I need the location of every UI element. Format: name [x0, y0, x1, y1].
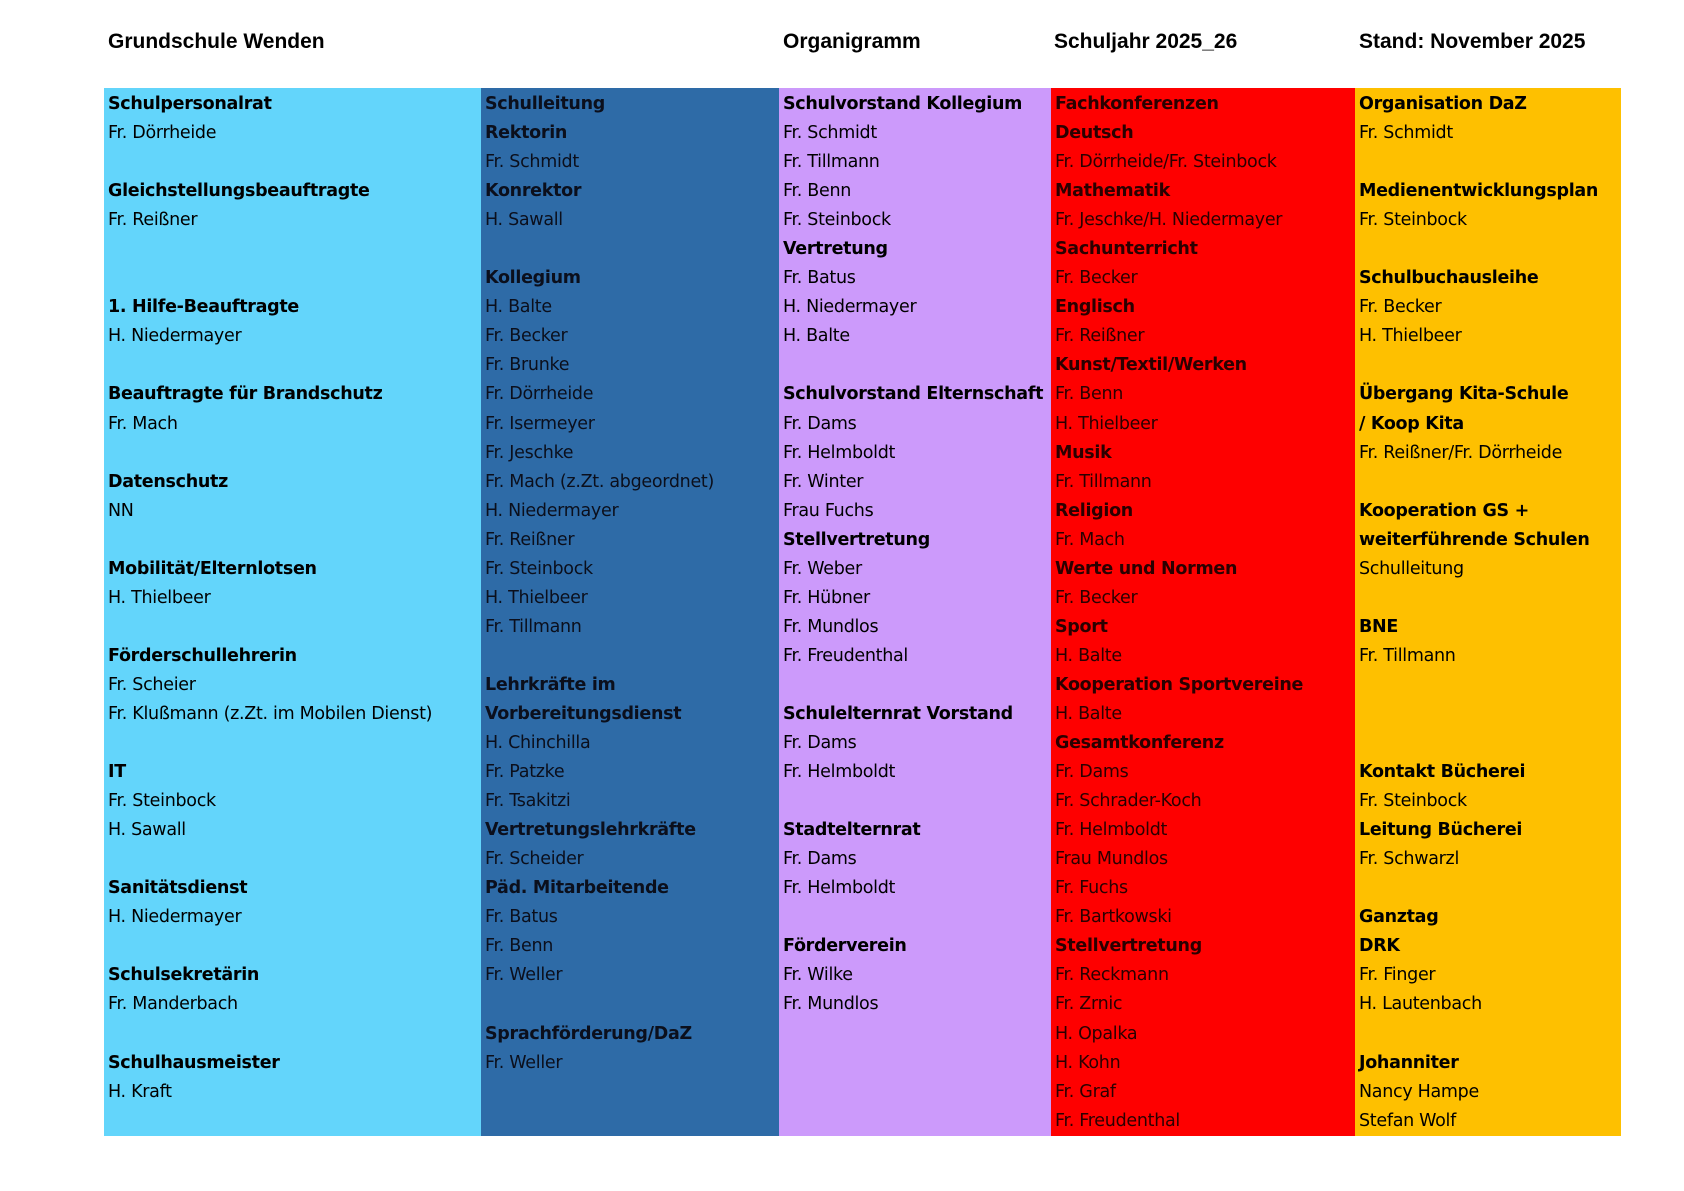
member-name: Fr. Reißner — [485, 529, 575, 550]
member-name: Fr. Dams — [783, 849, 857, 870]
section-heading: Schulpersonalrat — [108, 94, 272, 114]
spacer-line — [1359, 351, 1621, 380]
spacer-line — [1359, 700, 1621, 729]
section-heading: Johanniter — [1359, 1052, 1459, 1073]
section-heading: Datenschutz — [108, 471, 228, 492]
spacer-line — [108, 1020, 481, 1049]
member-name: Fr. Mundlos — [783, 994, 879, 1015]
member-name: Fr. Jeschke — [485, 442, 574, 463]
spacer-line — [108, 148, 481, 177]
member-name: Fr. Becker — [1359, 297, 1442, 318]
member-name: Fr. Dörrheide/Fr. Steinbock — [1055, 152, 1277, 173]
column-organisation — [1355, 88, 1621, 1136]
section-heading: Mobilität/Elternlotsen — [108, 558, 317, 579]
spacer-line — [1359, 729, 1621, 758]
member-name: Fr. Schwarzl — [1359, 849, 1460, 870]
member-name: H. Opalka — [1055, 1023, 1138, 1044]
member-name: H. Balte — [1055, 703, 1122, 724]
member-name: H. Niedermayer — [108, 326, 242, 347]
member-name: Nancy Hampe — [1359, 1081, 1479, 1102]
member-name: Fr. Mach (z.Zt. abgeordnet) — [485, 471, 715, 492]
member-name: Fr. Steinbock — [108, 791, 216, 812]
member-name: Fr. Dörrheide — [108, 123, 217, 144]
section-heading: Schulvorstand Elternschaft — [783, 384, 1044, 405]
column-conferences — [1051, 88, 1355, 1136]
member-name: Fr. Dams — [783, 733, 857, 754]
member-name: H. Thielbeer — [1055, 413, 1158, 434]
section-heading: Werte und Normen — [1055, 558, 1238, 579]
section-heading: Konrektor — [485, 181, 582, 202]
column-school-leadership — [481, 88, 779, 1136]
section-heading: Sachunterricht — [1055, 239, 1198, 260]
section-heading: Förderschullehrerin — [108, 645, 297, 666]
member-name: Fr. Becker — [485, 326, 568, 347]
member-name: Fr. Helmboldt — [1055, 820, 1168, 841]
member-name: Fr. Benn — [485, 936, 554, 957]
member-name: Fr. Klußmann (z.Zt. im Mobilen Dienst) — [108, 703, 433, 724]
page-header — [0, 30, 1684, 60]
member-name: Schulleitung — [1359, 558, 1464, 579]
section-heading: 1. Hilfe-Beauftragte — [108, 297, 299, 318]
section-heading: Kooperation GS + — [1359, 500, 1529, 521]
member-name: Fr. Reckmann — [1055, 965, 1169, 986]
section-heading: Englisch — [1055, 297, 1135, 318]
member-name: Fr. Schrader-Koch — [1055, 791, 1202, 812]
section-heading: Musik — [1055, 442, 1112, 463]
member-name: Fr. Mundlos — [783, 616, 879, 637]
spacer-line — [1359, 671, 1621, 700]
member-name: Fr. Steinbock — [1359, 210, 1467, 231]
section-heading: Ganztag — [1359, 907, 1439, 928]
member-name: Fr. Hübner — [783, 587, 870, 608]
member-name: H. Balte — [485, 297, 552, 318]
school-year: Schuljahr 2025_26 — [1054, 30, 1238, 53]
section-heading: Sanitätsdienst — [108, 878, 248, 899]
section-heading: Religion — [1055, 500, 1133, 521]
member-name: H. Niedermayer — [783, 297, 917, 318]
member-name: Fr. Dams — [1055, 762, 1129, 783]
member-name: Fr. Tillmann — [485, 616, 582, 637]
section-heading: Kollegium — [485, 268, 581, 289]
member-name: Fr. Bartkowski — [1055, 907, 1172, 928]
member-name: Fr. Isermeyer — [485, 413, 595, 434]
member-name: Fr. Finger — [1359, 965, 1436, 986]
member-name: H. Niedermayer — [108, 907, 242, 928]
spacer-line — [1359, 468, 1621, 497]
member-name: Fr. Schmidt — [1359, 123, 1453, 144]
section-heading: Päd. Mitarbeitende — [485, 878, 669, 899]
spacer-line — [108, 932, 481, 961]
section-heading: Medienentwicklungsplan — [1359, 181, 1599, 202]
section-heading: Rektorin — [485, 123, 568, 144]
member-name: Fr. Zrnic — [1055, 994, 1123, 1015]
section-heading: Kunst/Textil/Werken — [1055, 355, 1247, 376]
section-heading: DRK — [1359, 936, 1400, 957]
member-name: H. Balte — [1055, 645, 1122, 666]
member-name: Fr. Mach — [1055, 529, 1125, 550]
member-name: Frau Fuchs — [783, 500, 874, 521]
section-heading: Vertretungslehrkräfte — [485, 820, 696, 841]
member-name: Fr. Helmboldt — [783, 762, 896, 783]
section-heading: Schulhausmeister — [108, 1052, 280, 1073]
section-heading: Deutsch — [1055, 123, 1134, 144]
spacer-line — [783, 351, 1051, 380]
member-name: Fr. Winter — [783, 471, 864, 492]
section-heading: IT — [108, 762, 126, 783]
section-heading: Vertretung — [783, 239, 888, 260]
member-name: Fr. Becker — [1055, 587, 1138, 608]
spacer-line — [1359, 1020, 1621, 1049]
member-name: Fr. Scheider — [485, 849, 584, 870]
section-heading: Leitung Bücherei — [1359, 820, 1523, 841]
section-heading: Kontakt Bücherei — [1359, 762, 1526, 783]
spacer-line — [108, 526, 481, 555]
member-name: H. Kraft — [108, 1081, 172, 1102]
status-date: Stand: November 2025 — [1359, 30, 1586, 53]
spacer-line — [108, 351, 481, 380]
section-heading: Stadtelternrat — [783, 820, 921, 841]
spacer-line — [783, 787, 1051, 816]
member-name: H. Sawall — [108, 820, 186, 841]
member-name: Fr. Wilke — [783, 965, 853, 986]
section-heading: / Koop Kita — [1359, 413, 1464, 434]
document-title: Organigramm — [783, 30, 921, 53]
section-heading: weiterführende Schulen — [1359, 529, 1590, 550]
member-name: Fr. Graf — [1055, 1081, 1116, 1102]
member-name: Fr. Schmidt — [485, 152, 579, 173]
member-name: Fr. Reißner — [1055, 326, 1145, 347]
member-name: H. Balte — [783, 326, 850, 347]
section-heading: Schulvorstand Kollegium — [783, 94, 1023, 114]
member-name: Fr. Tsakitzi — [485, 791, 571, 812]
spacer-line — [1359, 148, 1621, 177]
spacer-line — [108, 439, 481, 468]
section-heading: Stellvertretung — [783, 529, 930, 550]
member-name: H. Sawall — [485, 210, 563, 231]
spacer-line — [1359, 235, 1621, 264]
member-name: Fr. Weber — [783, 558, 862, 579]
section-heading: Übergang Kita-Schule — [1359, 384, 1569, 405]
member-name: Fr. Weller — [485, 1052, 563, 1073]
member-name: Fr. Steinbock — [485, 558, 593, 579]
spacer-line — [783, 671, 1051, 700]
section-heading: Mathematik — [1055, 181, 1170, 202]
member-name: Fr. Mach — [108, 413, 178, 434]
section-heading: Beauftragte für Brandschutz — [108, 384, 383, 405]
member-name: Fr. Becker — [1055, 268, 1138, 289]
member-name: Fr. Reißner/Fr. Dörrheide — [1359, 442, 1563, 463]
section-heading: Schulleitung — [485, 94, 605, 114]
member-name: Frau Mundlos — [1055, 849, 1168, 870]
section-heading: Schulbuchausleihe — [1359, 268, 1539, 289]
member-name: Fr. Benn — [783, 181, 852, 202]
section-heading: Gleichstellungsbeauftragte — [108, 181, 370, 202]
member-name: H. Lautenbach — [1359, 994, 1482, 1015]
spacer-line — [1359, 584, 1621, 613]
member-name: H. Chinchilla — [485, 733, 591, 754]
member-name: Fr. Scheier — [108, 674, 196, 695]
member-name: Fr. Brunke — [485, 355, 570, 376]
spacer-line — [108, 845, 481, 874]
section-heading: BNE — [1359, 616, 1399, 637]
member-name: Fr. Freudenthal — [1055, 1110, 1180, 1131]
member-name: Fr. Fuchs — [1055, 878, 1128, 899]
spacer-line — [108, 729, 481, 758]
member-name: Fr. Benn — [1055, 384, 1124, 405]
section-heading: Stellvertretung — [1055, 936, 1202, 957]
member-name: Fr. Helmboldt — [783, 878, 896, 899]
member-name: H. Thielbeer — [108, 587, 211, 608]
spacer-line — [108, 235, 481, 264]
member-name: Fr. Batus — [485, 907, 558, 928]
section-heading: Förderverein — [783, 936, 907, 957]
member-name: Fr. Dörrheide — [485, 384, 594, 405]
member-name: Fr. Steinbock — [783, 210, 891, 231]
section-heading: Schulelternrat Vorstand — [783, 703, 1013, 724]
spacer-line — [108, 264, 481, 293]
section-heading: Organisation DaZ — [1359, 94, 1527, 114]
spacer-line — [108, 613, 481, 642]
member-name: Fr. Patzke — [485, 762, 565, 783]
member-name: H. Thielbeer — [485, 587, 588, 608]
spacer-line — [485, 235, 779, 264]
member-name: H. Thielbeer — [1359, 326, 1462, 347]
column-school-board — [779, 88, 1051, 1136]
member-name: Stefan Wolf — [1359, 1110, 1456, 1131]
section-heading: Lehrkräfte im — [485, 674, 616, 695]
member-name: Fr. Dams — [783, 413, 857, 434]
member-name: Fr. Reißner — [108, 210, 198, 231]
spacer-line — [485, 990, 779, 1019]
section-heading: Sport — [1055, 616, 1108, 637]
column-staff-roles — [104, 88, 481, 1136]
member-name: H. Kohn — [1055, 1052, 1121, 1073]
member-name: Fr. Steinbock — [1359, 791, 1467, 812]
member-name: Fr. Weller — [485, 965, 563, 986]
member-name: Fr. Freudenthal — [783, 645, 908, 666]
member-name: Fr. Manderbach — [108, 994, 238, 1015]
section-heading: Fachkonferenzen — [1055, 94, 1219, 114]
spacer-line — [783, 903, 1051, 932]
section-heading: Kooperation Sportvereine — [1055, 674, 1304, 695]
spacer-line — [485, 642, 779, 671]
member-name: Fr. Tillmann — [1055, 471, 1152, 492]
section-heading: Vorbereitungsdienst — [485, 703, 682, 724]
spacer-line — [1359, 874, 1621, 903]
member-name: Fr. Tillmann — [1359, 645, 1456, 666]
member-name: NN — [108, 500, 134, 521]
member-name: Fr. Helmboldt — [783, 442, 896, 463]
member-name: Fr. Batus — [783, 268, 856, 289]
member-name: H. Niedermayer — [485, 500, 619, 521]
member-name: Fr. Jeschke/H. Niedermayer — [1055, 210, 1283, 231]
section-heading: Schulsekretärin — [108, 965, 260, 986]
school-name: Grundschule Wenden — [108, 30, 325, 53]
section-heading: Sprachförderung/DaZ — [485, 1023, 692, 1044]
member-name: Fr. Schmidt — [783, 123, 877, 144]
section-heading: Gesamtkonferenz — [1055, 733, 1224, 754]
member-name: Fr. Tillmann — [783, 152, 880, 173]
